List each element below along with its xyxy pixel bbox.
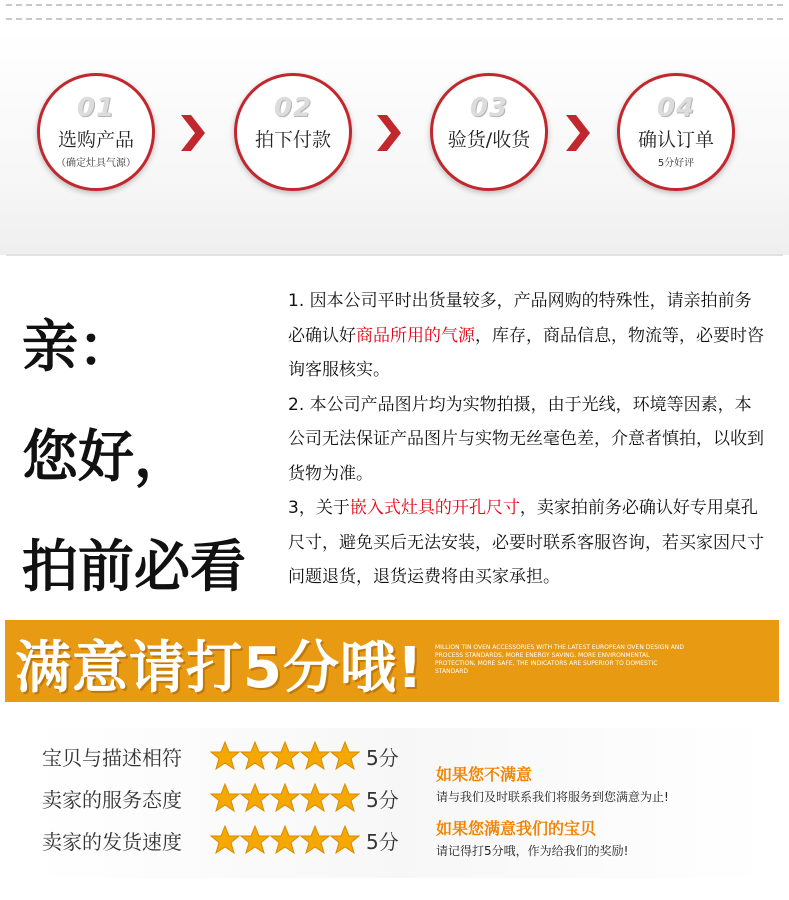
- purchase-rules: [288, 284, 766, 595]
- chevron-right-icon: [373, 113, 403, 153]
- star-icon: [300, 825, 330, 855]
- step-number: 04: [656, 93, 696, 123]
- feedback-title: 如果您满意我们的宝贝: [436, 819, 597, 838]
- step-number: 03: [469, 93, 509, 123]
- step-sub-label: 5分好评: [657, 158, 695, 169]
- star-icon: [300, 741, 330, 771]
- star-icon: [240, 783, 270, 813]
- rating-label: 卖家的发货速度: [42, 829, 182, 854]
- top-dashed-divider: [6, 4, 783, 6]
- rule-3-highlight: 嵌入式灶具的开孔尺寸: [349, 498, 520, 518]
- star-icon: [210, 783, 240, 813]
- rating-row: [42, 822, 399, 858]
- rating-score: 5分: [366, 829, 399, 854]
- step-4-circle: [617, 73, 735, 191]
- rating-banner: [5, 620, 779, 702]
- feedback-satisfied: [436, 816, 628, 859]
- rating-label: 卖家的服务态度: [42, 787, 182, 812]
- star-icon: [270, 741, 300, 771]
- rating-score: 5分: [366, 787, 399, 812]
- star-icon: [210, 741, 240, 771]
- step-label: 选购产品: [57, 129, 134, 151]
- step-1-circle: [37, 73, 155, 191]
- step-label: 验货/收货: [447, 129, 531, 151]
- star-icon: [240, 825, 270, 855]
- step-label: 拍下付款: [254, 129, 331, 151]
- chevron-right-icon: [177, 113, 207, 153]
- greeting-line-1: 亲：: [22, 315, 134, 380]
- banner-title: 满意请打5分哦!: [15, 636, 424, 701]
- step-3-circle: [430, 73, 548, 191]
- star-rating: [210, 783, 362, 813]
- step-sub-label: （确定灶具气源）: [56, 158, 136, 169]
- star-icon: [210, 825, 240, 855]
- rule-2: 2. 本公司产品图片均为实物拍摄，由于光线，环境等因素，本公司无法保证产品图片与实物无丝毫色差，介意者慎拍，以收到货物为准。: [288, 394, 764, 484]
- star-icon: [240, 741, 270, 771]
- rule-1-text-b: ，库存，商品信息，物流等，必要时咨询客服核实。: [288, 325, 764, 380]
- notice-section: [0, 258, 789, 618]
- top-dashed-divider-2: [6, 18, 783, 20]
- rule-3-text-b: ，卖家拍前务必确认好专用桌孔尺寸，避免买后无法安装，必要时联系客服咨询，若买家因尺寸问题退货，退货运费将由买家承担。: [288, 498, 764, 587]
- star-icon: [300, 783, 330, 813]
- star-icon: [270, 783, 300, 813]
- feedback-text: 请与我们及时联系我们将服务到您满意为止!: [436, 790, 669, 804]
- feedback-title: 如果您不满意: [436, 765, 533, 784]
- feedback-unsatisfied: [436, 762, 669, 805]
- banner-english-text: MILLION TIN OVEN ACCESSORIES WITH THE LATEST EUROPEAN OVEN DESIGN AND PROCESS STANDARDS, MORE ENERGY SAVING, MORE ENVIRONMENTAL PROTECTION, MORE SAFE, THE INDICATORS ARE SUPERIOR TO DOMESTIC STANDARD: [435, 644, 684, 675]
- chevron-right-icon: [562, 113, 592, 153]
- star-rating: [210, 825, 362, 855]
- steps-section: [0, 0, 789, 258]
- star-icon: [330, 741, 360, 771]
- rating-row: [42, 738, 399, 774]
- ratings-section: [0, 704, 789, 900]
- rule-3: [288, 491, 766, 595]
- step-number: 02: [273, 93, 313, 123]
- star-icon: [330, 825, 360, 855]
- rule-1-text-a: 1. 因本公司平时出货量较多，产品网购的特殊性，请亲拍前务必确认好: [288, 291, 752, 346]
- feedback-text: 请记得打5分哦，作为给我们的奖励!: [436, 844, 629, 858]
- rule-3-text-a: 3，关于: [288, 498, 350, 518]
- rule-1: [288, 284, 766, 388]
- rating-score: 5分: [366, 745, 399, 770]
- step-2-circle: [234, 73, 352, 191]
- steps-divider: [6, 254, 783, 256]
- star-icon: [270, 825, 300, 855]
- rating-row: [42, 780, 399, 816]
- step-number: 01: [76, 93, 116, 123]
- step-label: 确认订单: [637, 129, 714, 151]
- star-rating: [210, 741, 362, 771]
- greeting-line-2: 您好，: [22, 425, 190, 490]
- star-icon: [330, 783, 360, 813]
- rating-label: 宝贝与描述相符: [42, 745, 182, 770]
- rule-1-highlight: 商品所用的气源: [356, 325, 475, 346]
- greeting-line-3: 拍前必看: [22, 535, 246, 600]
